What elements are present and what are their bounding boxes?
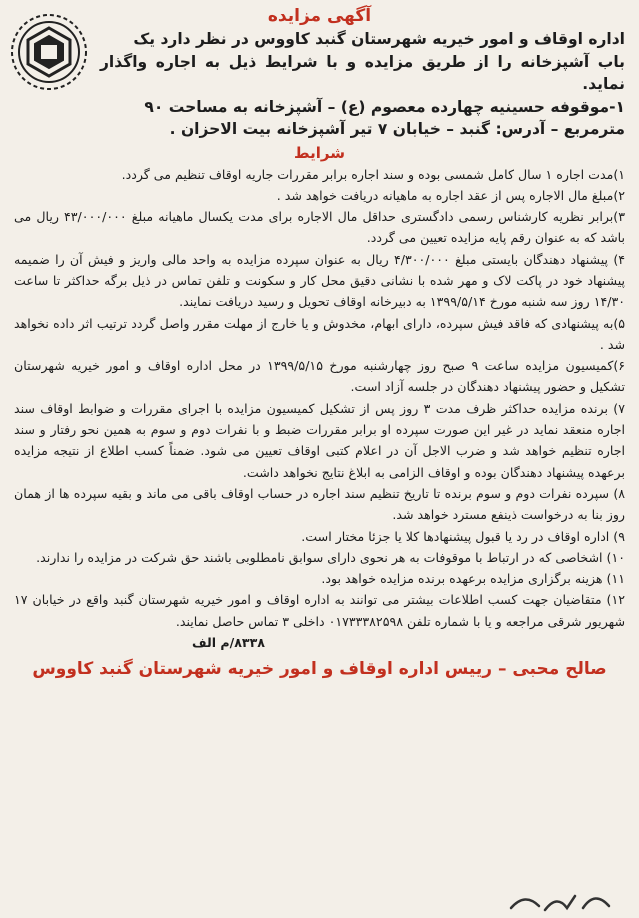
condition-item: ۷) برنده مزایده حداکثر ظرف مدت ۳ روز پس از تشکیل کمیسیون مزایده با اجرای مقررات و ضوابط اوقاف سند اجاره منعقد نماید در غیر این صورت سپرده او برابر مقررات ضبط و با نفرات دوم و سوم به همین نحو رفتار و سند اجاره تنظیم خواهد شد و ضرب الاجل آن در اعلام کتبی اوقاف تعیین می شود. ضمناً کسب اطلاع از نتیجه مزایده برعهده پیشنهاد دهندگان بوده و اوقاف الزامی به ابلاغ نتایج نخواهد داشت. [14, 400, 625, 480]
conditions-list [14, 164, 625, 633]
intro-text [100, 28, 625, 141]
notice-title: آگهی مزایده [267, 6, 372, 26]
intro-line: مترمربع – آدرس: گنبد – خیابان ۷ تیر آشپزخانه بیت الاحزان . [169, 120, 625, 138]
condition-item: ۱)مدت اجاره ۱ سال کامل شمسی بوده و سند اجاره برابر مقررات جاریه اوقاف تنظیم می گردد. [121, 166, 625, 182]
conditions-heading: شرایط [294, 143, 345, 162]
condition-item: ۱۰) اشخاصی که در ارتباط با موقوفات به هر نحوی دارای سوابق نامطلوبی باشند حق شرکت در مزایده را ندارند. [36, 549, 625, 565]
condition-item: ۳)برابر نظریه کارشناس رسمی دادگستری حداقل مال الاجاره برای مدت یکسال ماهیانه مبلغ ۴۳/۰۰۰/۰۰۰ ریال می باشد که به عنوان رقم پایه مزایده تعیین می گردد. [14, 209, 625, 246]
awqaf-logo [8, 8, 90, 96]
intro-line: باب آشپزخانه را از طریق مزایده و با شرایط ذیل به اجاره واگذار نماید. [100, 52, 625, 93]
condition-item: ۱۲) متقاضیان جهت کسب اطلاعات بیشتر می توانند به اداره اوقاف و امور خیریه شهرستان گنبد واقع در خیابان ۱۷ شهریور شرقی مراجعه و یا با شماره تلفن ۰۱۷۳۳۳۸۲۵۹۸ داخلی ۳ تماس حاصل نمایند. [14, 592, 625, 629]
handwritten-mark [505, 888, 625, 914]
condition-item: ۹) اداره اوقاف در رد یا قبول پیشنهادها کلا یا جزئا مختار است. [301, 528, 625, 544]
condition-item: ۸) سپرده نفرات دوم و سوم برنده تا تاریخ تنظیم سند اجاره در حساب اوقاف باقی می ماند و بقیه سپرده ها از همان روز بنا به درخواست ذینفع مسترد خواهد شد. [14, 485, 625, 523]
condition-item: ۲)مبلغ مال الاجاره پس از عقد اجاره به ماهیانه دریافت خواهد شد . [276, 187, 625, 203]
intro-line: ۱-موقوفه حسینیه چهارده معصوم (ع) – آشپزخانه به مساحت ۹۰ [144, 97, 625, 116]
intro-line: اداره اوقاف و امور خیریه شهرستان گنبد کاووس در نظر دارد یک [133, 30, 625, 48]
signature-line: صالح محبی – رییس اداره اوقاف و امور خیریه شهرستان گنبد کاووس [32, 659, 607, 680]
condition-item: ۱۱) هزینه برگزاری مزایده برعهده برنده مزایده خواهد بود. [321, 571, 625, 587]
reference-number: ۸۳۳۸/م الف [191, 635, 265, 651]
condition-item: ۶)کمیسیون مزایده ساعت ۹ صبح روز چهارشنبه مورخ ۱۳۹۹/۵/۱۵ در محل اداره اوقاف و امور خیریه شهرستان تشکیل و حضور پیشنهاد دهندگان در جلسه آزاد است. [14, 358, 626, 395]
condition-item: ۵)به پیشنهادی که فاقد فیش سپرده، دارای ابهام، مخدوش و یا خارج از مهلت مقرر واصل گردد ترتیب اثر داده نخواهد شد . [14, 315, 625, 352]
condition-item: ۴) پیشنهاد دهندگان بایستی مبلغ ۴/۳۰۰/۰۰۰ ریال به عنوان سپرده مزایده به واحد مالی واریز و فیش آن را ضمیمه پیشنهاد خود در پاکت لاک و مهر شده با نشانی دقیق محل کار و سکونت و تلفن تماس در ذیل برگه حداکثر تا ساعت ۱۴/۳۰ روز سه شنبه مورخ ۱۳۹۹/۵/۱۴ به دبیرخانه اوقاف تحویل و رسید دریافت نمایند. [14, 251, 625, 310]
